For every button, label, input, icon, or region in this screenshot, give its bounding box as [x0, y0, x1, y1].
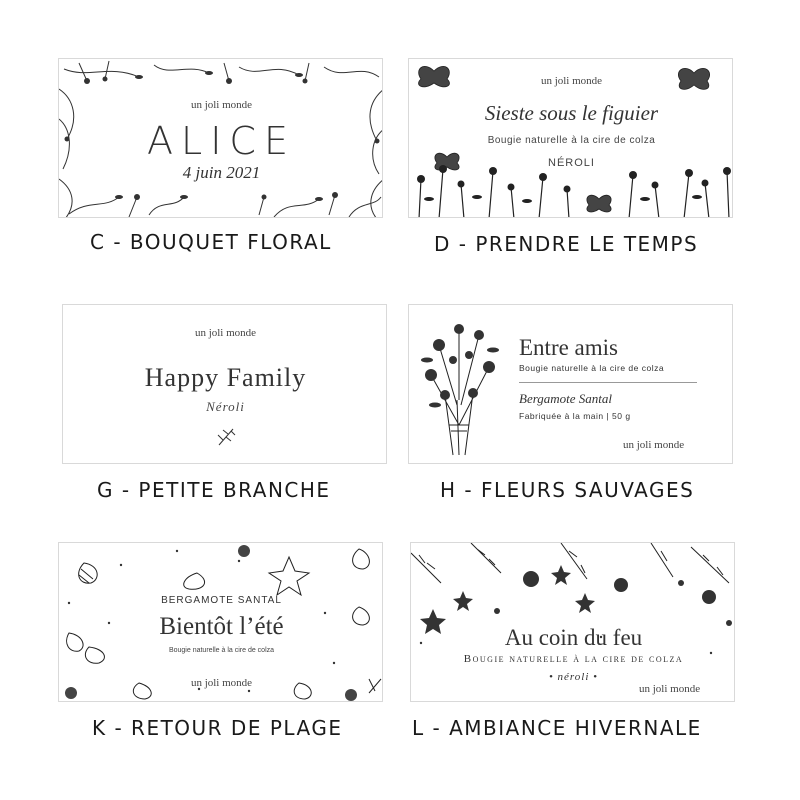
label-subtitle: Bougie naturelle à la cire de colza: [487, 135, 656, 146]
label-subtitle: Bougie naturelle à la cire de colza: [519, 363, 665, 373]
label-card-fleurs-sauvages[interactable]: [408, 304, 733, 464]
label-scent: Bergamote Santal: [519, 391, 613, 406]
label-subtitle: Bougie naturelle à la cire de colza: [463, 653, 684, 665]
label-title: Entre amis: [519, 335, 618, 360]
divider-line: [519, 382, 697, 383]
caption-bouquet-floral: C - BOUQUET FLORAL: [90, 230, 332, 254]
caption-ambiance-hivernale: L - AMBIANCE HIVERNALE: [412, 716, 702, 740]
wildflower-bouquet-illustration: [409, 305, 733, 464]
label-detail: Fabriquée à la main | 50 g: [519, 411, 631, 421]
label-title: Happy Family: [144, 363, 307, 392]
brand-name: un joli monde: [190, 677, 253, 689]
brand-name: un joli monde: [540, 75, 603, 87]
label-title: Au coin du feu: [504, 625, 643, 650]
label-scent: Néroli: [206, 399, 245, 414]
label-card-bouquet-floral[interactable]: [58, 58, 383, 218]
caption-fleurs-sauvages: H - FLEURS SAUVAGES: [440, 478, 695, 502]
brand-name: un joli monde: [639, 683, 701, 695]
brand-name: un joli monde: [623, 439, 685, 451]
brand-name: un joli monde: [194, 327, 257, 339]
label-card-petite-branche[interactable]: [62, 304, 387, 464]
label-card-ambiance-hivernale[interactable]: [410, 542, 735, 702]
label-card-prendre-le-temps[interactable]: [408, 58, 733, 218]
caption-prendre-le-temps: D - PRENDRE LE TEMPS: [434, 232, 699, 256]
label-scent: • néroli •: [548, 671, 599, 683]
label-scent: NÉROLI: [548, 157, 595, 169]
label-scent: BERGAMOTE SANTAL: [161, 595, 282, 606]
brand-name: un joli monde: [190, 99, 253, 111]
small-branch-icon: [63, 305, 387, 464]
label-card-retour-de-plage[interactable]: [58, 542, 383, 702]
label-date: 4 juin 2021: [182, 163, 261, 182]
label-name: ALICE: [147, 119, 296, 163]
label-title: Bientôt l’été: [159, 613, 284, 640]
caption-petite-branche: G - PETITE BRANCHE: [97, 478, 331, 502]
label-title: Sieste sous le figuier: [484, 101, 659, 125]
caption-retour-de-plage: K - RETOUR DE PLAGE: [92, 716, 343, 740]
label-subtitle: Bougie naturelle à la cire de colza: [168, 647, 275, 654]
